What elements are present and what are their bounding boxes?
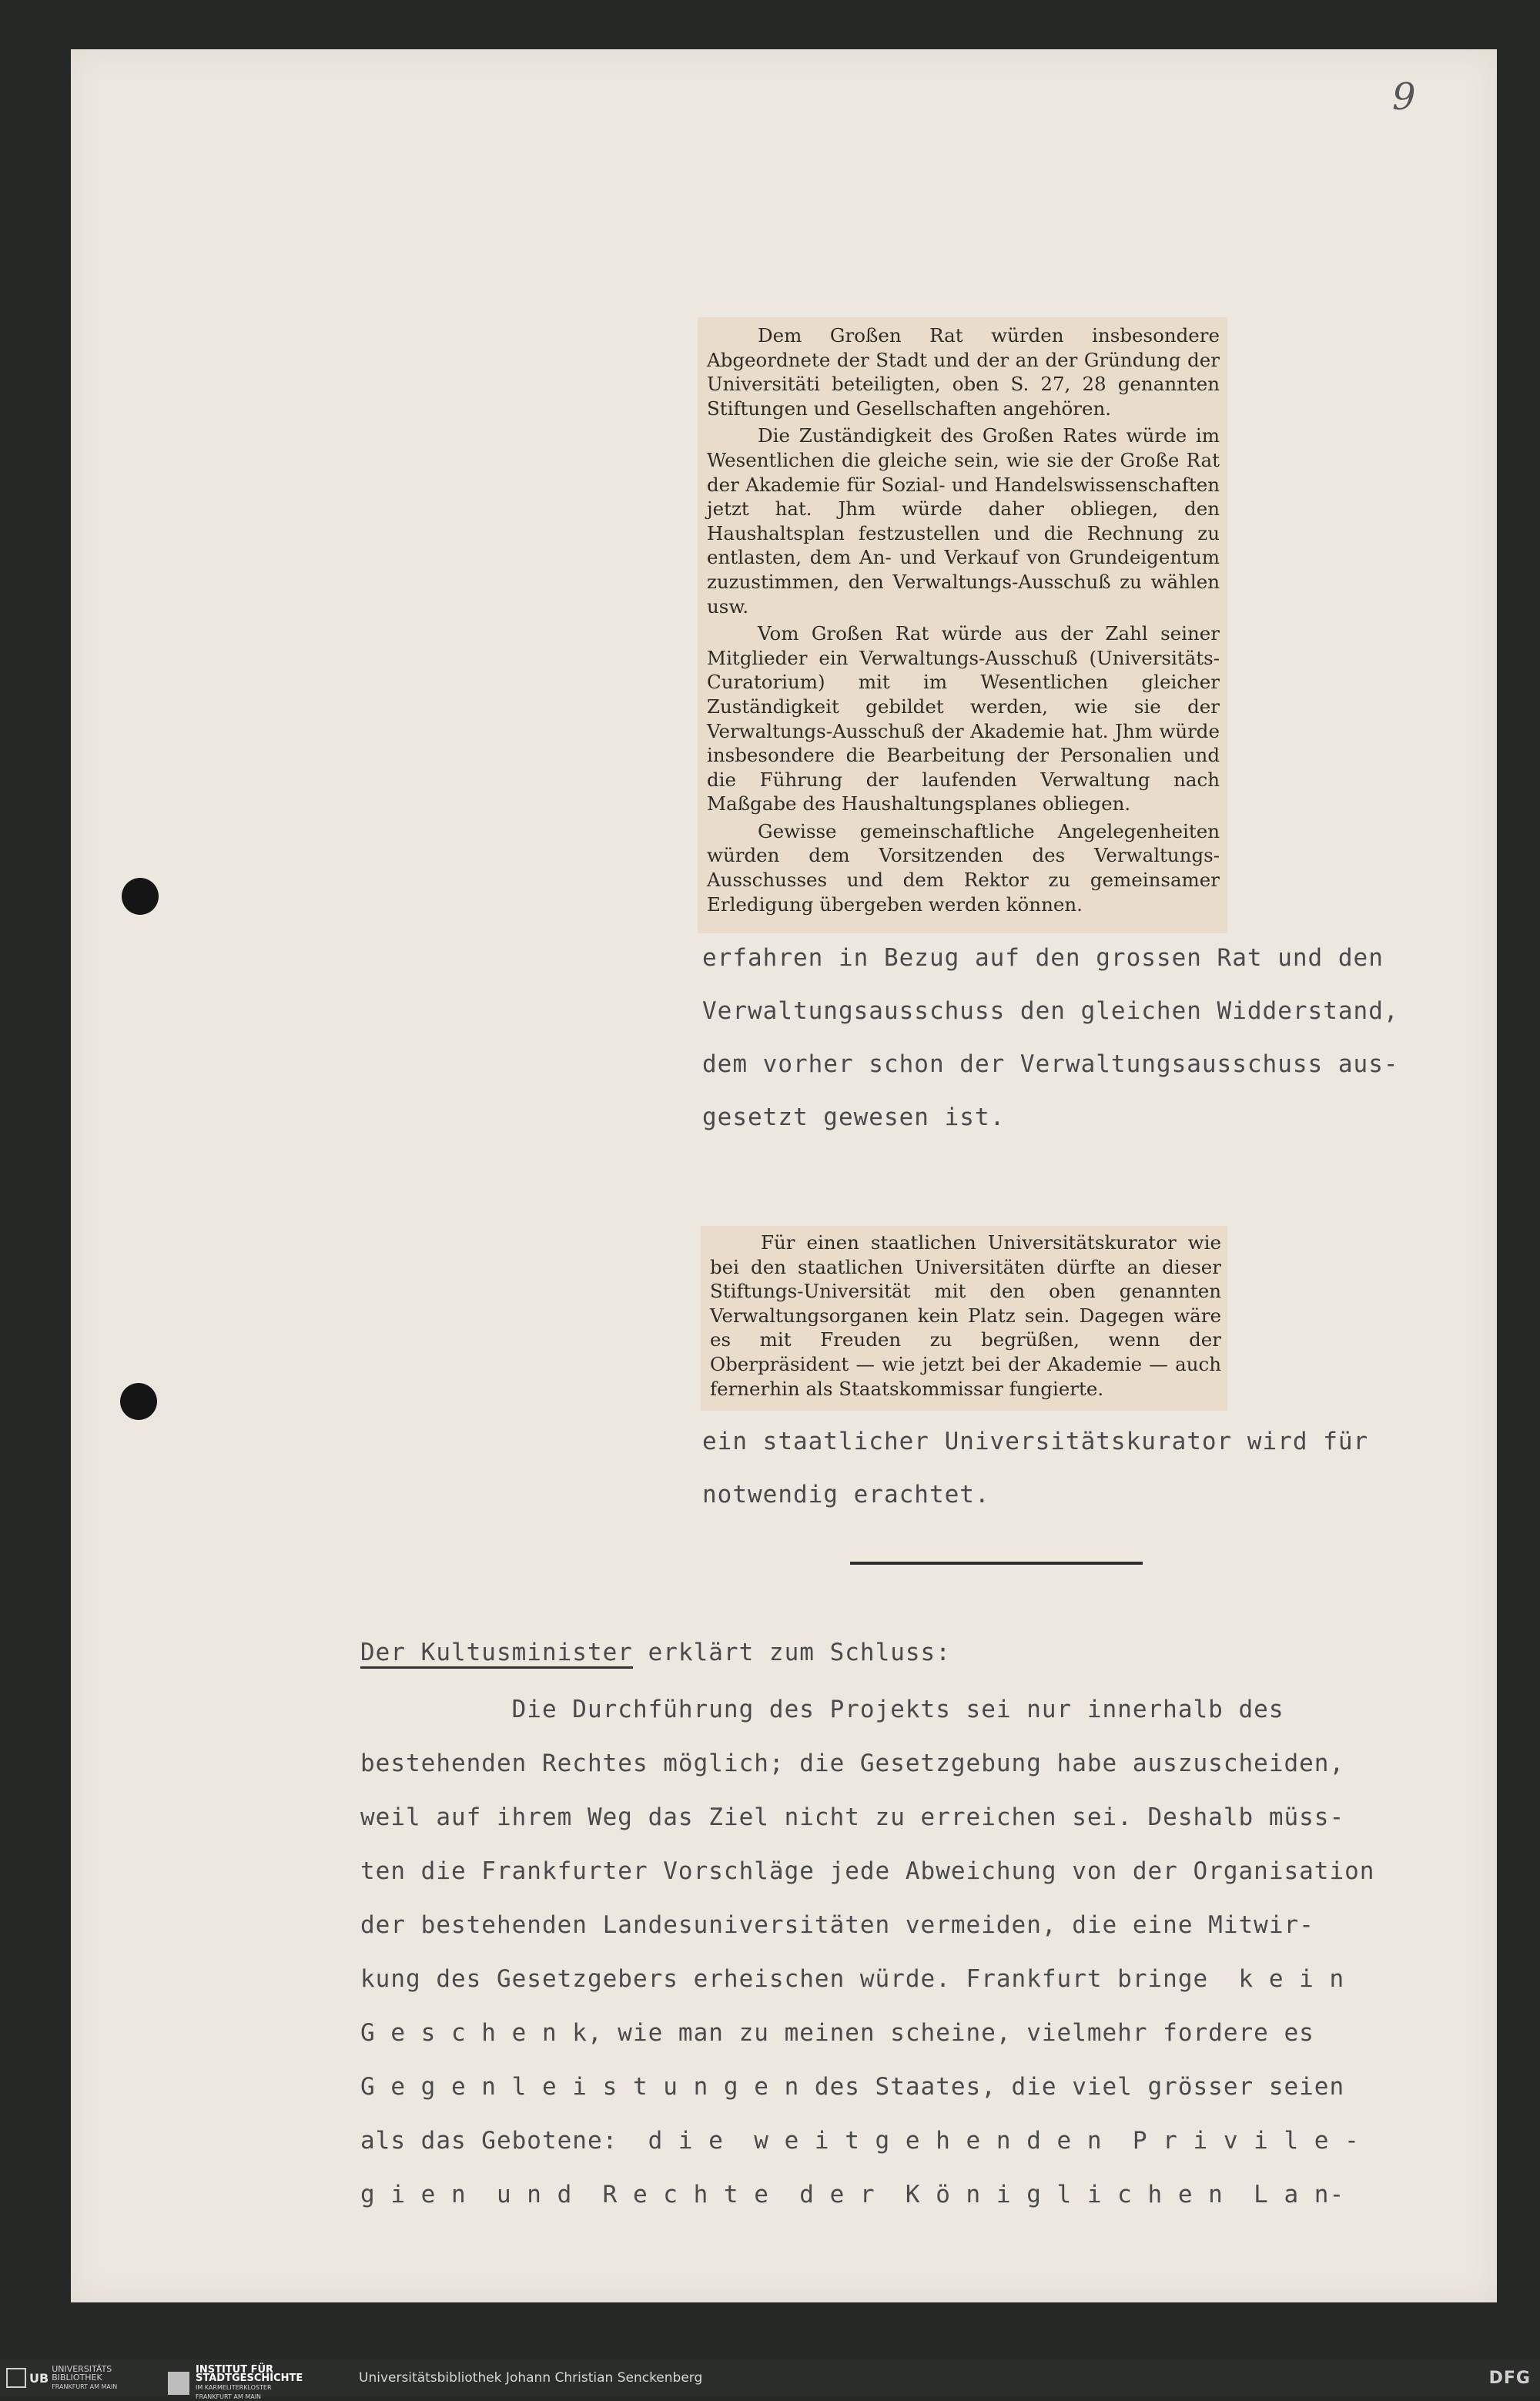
institute-logo[interactable] (168, 2366, 303, 2401)
clip1-paragraph: Dem Großen Rat würden insbesondere Abgeordnete der Stadt und der an der Gründung der Universitäti beteiligten, oben S. 27, 28 genannten Stiftungen und Gesellschaften angehören. (707, 324, 1220, 420)
typed-line: g i e n u n d R e c h t e d e r K ö n i g l i c h e n L a n- (360, 2181, 1345, 2208)
institute-logo-text (196, 2366, 303, 2401)
typed-line: G e s c h e n k, wie man zu meinen scheine, vielmehr fordere es (360, 2019, 1314, 2047)
newspaper-clipping-2 (701, 1226, 1227, 1411)
typed-line: notwendig erachtet. (702, 1481, 990, 1509)
ub-logo-text: UB (29, 2370, 49, 2386)
punch-hole-bottom (120, 1383, 157, 1420)
clip1-paragraph: Die Zuständigkeit des Großen Rates würde im Wesentlichen die gleiche sein, wie sie der Große Rat der Akademie für Sozial- und Handelswissenschaften jetzt hat. Jhm würde daher obliegen, den Haushaltsplan festzustellen und die Rechnung zu entlasten, dem An- und Verkauf von Grundeigentum zuzustimmen, den Verwaltungs-Ausschuß zu wählen usw. (707, 424, 1220, 618)
ub-small-line: FRANKFURT AM MAIN (52, 2383, 118, 2390)
typed-line: G e g e n l e i s t u n g e n des Staates, die viel grösser seien (360, 2073, 1345, 2101)
section-heading (360, 1639, 951, 1666)
inst-line: INSTITUT FÜR (196, 2364, 274, 2376)
typed-line: bestehenden Rechtes möglich; die Gesetzgebung habe auszuscheiden, (360, 1750, 1345, 1777)
clip1-paragraph: Vom Großen Rat würde aus der Zahl seiner Mitglieder ein Verwaltungs-Ausschuß (Universitäts-Curatorium) mit im Wesentlichen gleicher Zuständigkeit gebildet werden, wie sie der Verwaltungs-Ausschuß der Akademie hat. Jhm würde insbesondere die Bearbeitung der Personalien und die Führung der laufenden Verwaltung nach Maßgabe des Haushaltungsplanes obliegen. (707, 622, 1220, 815)
clip1-paragraph: Gewisse gemeinschaftliche Angelegenheiten würden dem Vorsitzenden des Verwaltungs-Ausschusses und dem Rektor zu gemeinsamer Erledigung übergeben werden können. (707, 819, 1220, 916)
heading-underlined: Der Kultusminister (360, 1639, 633, 1669)
typed-line: weil auf ihrem Weg das Ziel nicht zu erreichen sei. Deshalb müss- (360, 1803, 1345, 1831)
punch-hole-top (122, 878, 159, 915)
inst-line: IM KARMELITERKLOSTER (196, 2384, 272, 2391)
ub-small-line: BIBLIOTHEK (52, 2373, 102, 2383)
typed-line: kung des Gesetzgebers erheischen würde. Frankfurt bringe k e i n (360, 1965, 1345, 1993)
typed-line: der bestehenden Landesuniversitäten vermeiden, die eine Mitwir- (360, 1911, 1314, 1939)
ub-logo-icon (6, 2368, 26, 2388)
ub-logo[interactable] (6, 2364, 118, 2390)
dfg-logo[interactable]: DFG (1488, 2369, 1531, 2388)
typed-line: gesetzt gewesen ist. (702, 1103, 1006, 1131)
typed-line: dem vorher schon der Verwaltungsausschuss aus- (702, 1050, 1399, 1078)
library-name[interactable]: Universitätsbibliothek Johann Christian Senckenberg (359, 2370, 703, 2386)
page-number: 9 (1392, 75, 1416, 119)
institute-logo-icon (168, 2372, 189, 2395)
ub-logo-small (52, 2365, 117, 2391)
ub-small-line: UNIVERSITÄTS (52, 2364, 112, 2374)
clip2-paragraph: Für einen staatlichen Universitätskurator wie bei den staatlichen Universitäten dürfte an dieser Stiftungs-Universität mit den oben genannten Verwaltungsorganen kein Platz sein. Dagegen wäre es mit Freuden zu begrüßen, wenn der Oberpräsident — wie jetzt bei der Akademie — auch fernerhin als Staatskommissar fungierte. (710, 1231, 1221, 1400)
inst-line: FRANKFURT AM MAIN (196, 2393, 262, 2400)
viewer-footer (0, 2359, 1540, 2400)
typed-line: erfahren in Bezug auf den grossen Rat und den (702, 944, 1384, 972)
section-divider (850, 1562, 1143, 1565)
typed-line: als das Gebotene: d i e w e i t g e h e n d e n P r i v i l e - (360, 2127, 1360, 2155)
typed-line: ten die Frankfurter Vorschläge jede Abweichung von der Organisation (360, 1857, 1375, 1885)
inst-line: STADTGESCHICHTE (196, 2373, 303, 2384)
heading-rest: erklärt zum Schluss: (632, 1639, 951, 1666)
typed-line: ein staatlicher Universitätskurator wird für (702, 1428, 1369, 1455)
typed-line: Verwaltungsausschuss den gleichen Widderstand, (702, 997, 1399, 1025)
typed-line: Die Durchführung des Projekts sei nur innerhalb des (360, 1696, 1284, 1723)
newspaper-clipping-1 (698, 317, 1227, 933)
